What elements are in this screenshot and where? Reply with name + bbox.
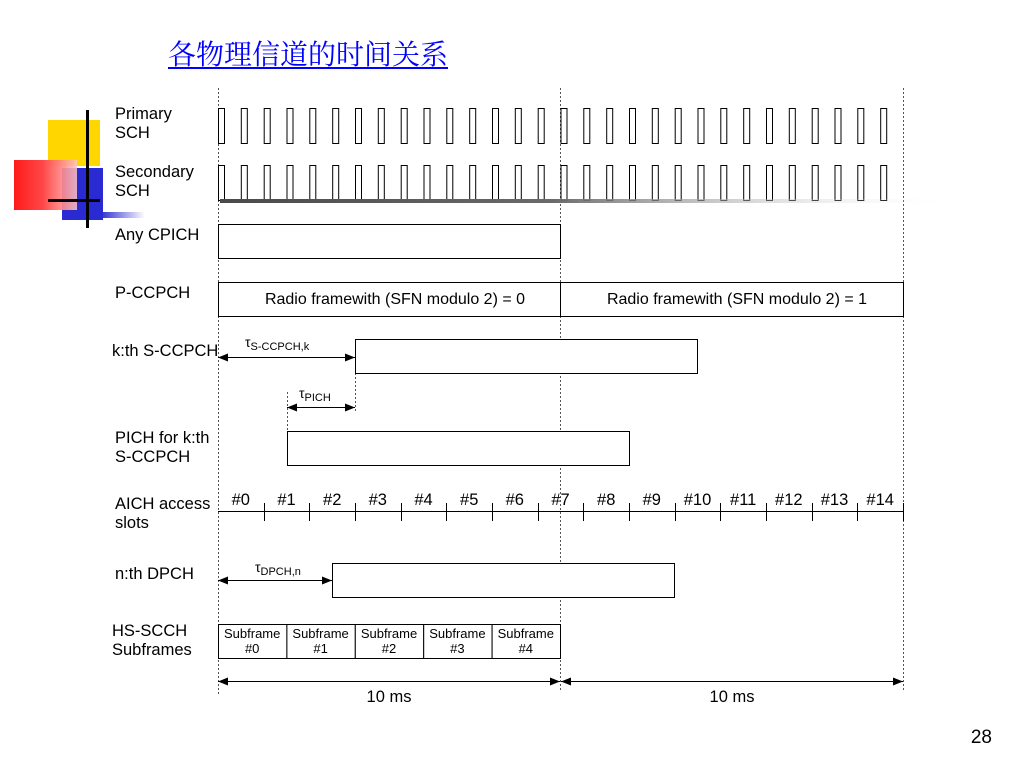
secondary-sch-pulse bbox=[219, 166, 225, 201]
primary-sch-pulse bbox=[584, 109, 590, 144]
secondary-sch-pulse bbox=[607, 166, 613, 201]
label-primary-sch-line1: Primary bbox=[115, 105, 172, 123]
pich-offset-label bbox=[299, 385, 331, 404]
aich-slot-label: #4 bbox=[414, 491, 433, 509]
p-ccpch-frames bbox=[219, 283, 904, 317]
hs-scch-subframe-label: Subframe bbox=[497, 626, 554, 641]
secondary-sch-pulse bbox=[721, 166, 727, 201]
pich-frame bbox=[288, 432, 630, 466]
label-pich-line1: PICH for k:th bbox=[115, 429, 210, 447]
secondary-sch-pulse bbox=[356, 166, 362, 201]
aich-slot-label: #3 bbox=[368, 491, 387, 509]
secondary-sch-pulse bbox=[835, 166, 841, 201]
primary-sch-pulse bbox=[858, 109, 864, 144]
s-ccpch-tau-symbol: τ bbox=[245, 334, 251, 350]
primary-sch-pulse bbox=[630, 109, 636, 144]
label-p-ccpch: P-CCPCH bbox=[115, 284, 191, 302]
s-ccpch-offset-label bbox=[245, 334, 310, 353]
primary-sch-pulse bbox=[493, 109, 499, 144]
primary-sch-pulse bbox=[401, 109, 407, 144]
primary-sch-pulse bbox=[538, 109, 544, 144]
secondary-sch-pulse bbox=[470, 166, 476, 201]
s-ccpch-frame bbox=[356, 340, 698, 374]
frame-0-duration-label: 10 ms bbox=[366, 688, 412, 706]
primary-sch-pulses bbox=[219, 109, 887, 144]
secondary-sch-pulse bbox=[812, 166, 818, 201]
page-number: 28 bbox=[970, 727, 992, 748]
secondary-sch-pulse bbox=[447, 166, 453, 201]
aich-slot-label: #0 bbox=[231, 491, 250, 509]
aich-slot-label: #2 bbox=[323, 491, 342, 509]
s-ccpch-row bbox=[218, 334, 698, 374]
primary-sch-pulse bbox=[698, 109, 704, 144]
secondary-sch-pulse bbox=[767, 166, 773, 201]
primary-sch-pulse bbox=[447, 109, 453, 144]
label-hs-scch-line1: HS-SCCH bbox=[112, 622, 188, 640]
primary-sch-pulse bbox=[881, 109, 887, 144]
hs-scch-subframe-label: Subframe bbox=[429, 626, 486, 641]
label-dpch: n:th DPCH bbox=[115, 565, 194, 583]
primary-sch-pulse bbox=[652, 109, 658, 144]
secondary-sch-pulse bbox=[424, 166, 430, 201]
primary-sch-pulse bbox=[378, 109, 384, 144]
primary-sch-pulse bbox=[812, 109, 818, 144]
secondary-sch-pulse bbox=[241, 166, 247, 201]
secondary-sch-pulse bbox=[881, 166, 887, 201]
secondary-sch-pulse bbox=[789, 166, 795, 201]
secondary-sch-pulse bbox=[630, 166, 636, 201]
secondary-sch-pulse bbox=[264, 166, 270, 201]
primary-sch-pulse bbox=[789, 109, 795, 144]
label-any-cpich: Any CPICH bbox=[115, 226, 200, 244]
secondary-sch-pulse bbox=[652, 166, 658, 201]
primary-sch-pulse bbox=[424, 109, 430, 144]
any-cpich-frame bbox=[219, 225, 561, 259]
aich-slot-label: #7 bbox=[551, 491, 570, 509]
hs-scch-subframe-label: Subframe bbox=[224, 626, 281, 641]
primary-sch-pulse bbox=[264, 109, 270, 144]
aich-slot-label: #14 bbox=[866, 491, 894, 509]
secondary-sch-pulse bbox=[698, 166, 704, 201]
primary-sch-pulse bbox=[835, 109, 841, 144]
primary-sch-pulse bbox=[675, 109, 681, 144]
sch-baseline-bar bbox=[220, 199, 960, 203]
primary-sch-pulse bbox=[515, 109, 521, 144]
hs-scch-subframes bbox=[219, 625, 561, 659]
hs-scch-subframe-number: #4 bbox=[518, 641, 534, 656]
primary-sch-pulse bbox=[767, 109, 773, 144]
frame-1-duration-label: 10 ms bbox=[709, 688, 755, 706]
secondary-sch-pulse bbox=[333, 166, 339, 201]
label-secondary-sch-line1: Secondary bbox=[115, 163, 194, 181]
secondary-sch-pulse bbox=[561, 166, 567, 201]
aich-slot-label: #8 bbox=[597, 491, 616, 509]
secondary-sch-pulses bbox=[219, 166, 887, 201]
pich-row bbox=[287, 385, 630, 466]
secondary-sch-pulse bbox=[515, 166, 521, 201]
aich-slot-label: #6 bbox=[505, 491, 524, 509]
s-ccpch-tau-subscript: S-CCPCH,k bbox=[250, 341, 310, 353]
aich-slot-label: #13 bbox=[820, 491, 849, 509]
label-aich-line1: AICH access bbox=[115, 495, 211, 513]
aich-slot-label: #11 bbox=[730, 491, 757, 509]
dpch-tau-symbol: τ bbox=[255, 559, 261, 575]
aich-slot-label: #9 bbox=[642, 491, 661, 509]
channel-labels bbox=[112, 105, 218, 659]
secondary-sch-pulse bbox=[493, 166, 499, 201]
primary-sch-pulse bbox=[356, 109, 362, 144]
aich-slot-label: #5 bbox=[460, 491, 479, 509]
aich-slot-label: #12 bbox=[775, 491, 803, 509]
hs-scch-subframe-number: #3 bbox=[450, 641, 465, 656]
aich-slot-label: #10 bbox=[683, 491, 712, 509]
label-secondary-sch-line2: SCH bbox=[115, 182, 150, 200]
secondary-sch-pulse bbox=[287, 166, 293, 201]
label-aich-line2: slots bbox=[115, 514, 149, 532]
primary-sch-pulse bbox=[241, 109, 247, 144]
p-ccpch-frame-0-label: Radio framewith (SFN modulo 2) = 0 bbox=[264, 291, 526, 308]
primary-sch-pulse bbox=[561, 109, 567, 144]
dpch-tau-subscript: DPCH,n bbox=[260, 566, 301, 578]
pich-tau-symbol: τ bbox=[299, 385, 305, 401]
label-pich-line2: S-CCPCH bbox=[115, 448, 191, 466]
label-hs-scch-line2: Subframes bbox=[112, 641, 192, 659]
aich-slot-label: #1 bbox=[277, 491, 296, 509]
label-s-ccpch: k:th S-CCPCH bbox=[112, 342, 219, 360]
dpch-offset-label bbox=[255, 559, 301, 578]
dpch-row bbox=[218, 559, 675, 598]
label-primary-sch-line2: SCH bbox=[115, 124, 150, 142]
secondary-sch-pulse bbox=[744, 166, 750, 201]
primary-sch-pulse bbox=[287, 109, 293, 144]
dpch-frame bbox=[333, 564, 675, 598]
secondary-sch-pulse bbox=[584, 166, 590, 201]
hs-scch-subframe-label: Subframe bbox=[360, 626, 418, 641]
primary-sch-pulse bbox=[219, 109, 225, 144]
secondary-sch-pulse bbox=[858, 166, 864, 201]
primary-sch-pulse bbox=[470, 109, 476, 144]
primary-sch-pulse bbox=[607, 109, 613, 144]
primary-sch-pulse bbox=[310, 109, 316, 144]
hs-scch-subframe-label: Subframe bbox=[292, 626, 349, 641]
secondary-sch-pulse bbox=[675, 166, 681, 201]
secondary-sch-pulse bbox=[401, 166, 407, 201]
hs-scch-subframe-number: #0 bbox=[244, 641, 260, 656]
slide-title: 各物理信道的时间关系 bbox=[168, 38, 449, 71]
hs-scch-subframe-number: #2 bbox=[381, 641, 397, 656]
p-ccpch-frame-1-label: Radio framewith (SFN modulo 2) = 1 bbox=[606, 291, 868, 308]
pich-tau-subscript: PICH bbox=[304, 392, 331, 404]
primary-sch-pulse bbox=[333, 109, 339, 144]
primary-sch-pulse bbox=[721, 109, 727, 144]
secondary-sch-pulse bbox=[378, 166, 384, 201]
primary-sch-pulse bbox=[744, 109, 750, 144]
secondary-sch-pulse bbox=[538, 166, 544, 201]
hs-scch-subframe-number: #1 bbox=[313, 641, 328, 656]
secondary-sch-pulse bbox=[310, 166, 316, 201]
